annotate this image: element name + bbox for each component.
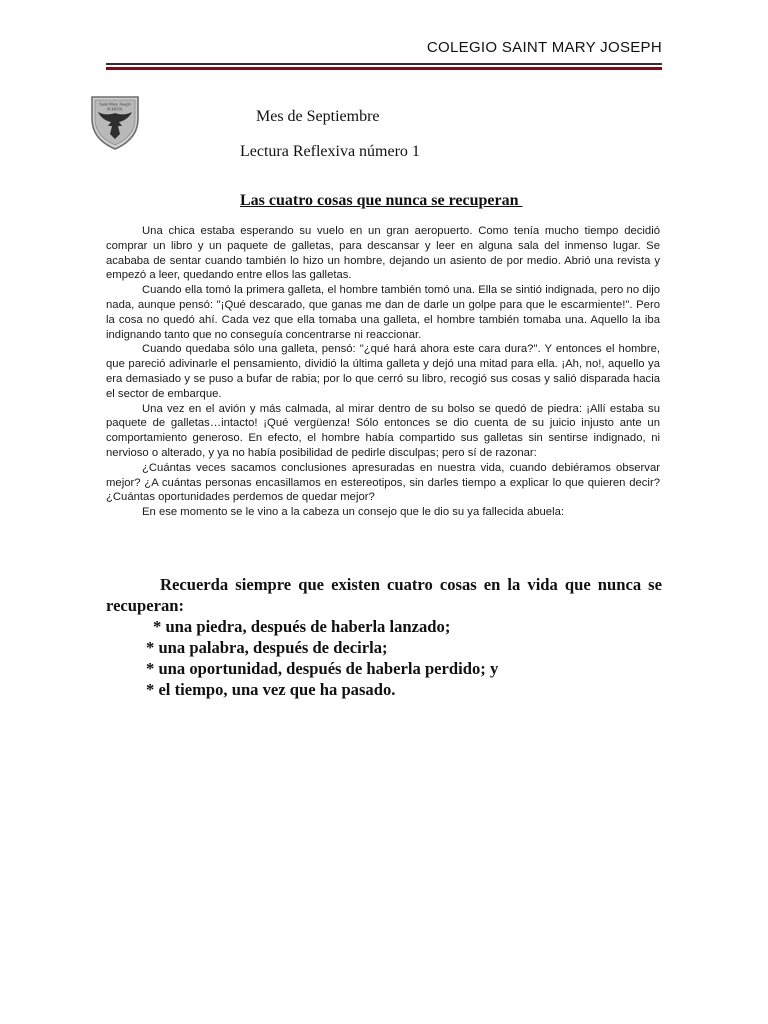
conclusion-list <box>106 616 662 700</box>
paragraph: En ese momento se le vino a la cabeza un consejo que le dio su ya fallecida abuela: <box>142 506 565 519</box>
paragraph: Una chica estaba esperando su vuelo en un gran aeropuerto. Como tenía mucho tiempo decidió comprar un libro y un paquete de galletas, para descansar y leer en alguna sala del inmenso lugar. Se acababa de sentar cuando también lo hizo un hombre, dejando un asiento de por medio. Abrió una revista y empezó a leer, quedando entre ellos las galletas. <box>106 225 660 282</box>
list-item: * una piedra, después de haberla lanzado; <box>153 617 451 636</box>
logo-motto: Saint Mary Joseph <box>99 101 131 107</box>
school-name: COLEGIO SAINT MARY JOSEPH <box>426 39 662 56</box>
story-body <box>106 224 660 520</box>
logo-school: SCHOOL <box>106 106 124 112</box>
paragraph: Cuando quedaba sólo una galleta, pensó: "¿qué hará ahora este cara dura?". Y entonces el hombre, que pareció adivinarle el pensamiento, dividió la última galleta y dejó una mitad para ella. ¡Ah, no!, aquello ya era demasiado y se puso a bufar de rabia; por lo que cerró su libro, recogió sus cosas y salió disparada hacia el sector de embarque. <box>106 343 660 400</box>
paragraph: Una vez en el avión y más calmada, al mirar dentro de su bolso se quedó de piedra: ¡Allí estaba su paquete de galletas…intacto! ¡Qué vergüenza! Sólo entonces se dio cuenta de su juicio injusto ante un comportamiento generoso. En efecto, el hombre había compartido sus galletas sin sentirse indignado, ni nervioso o alterado, y ya no había posibilidad de pedirle disculpas; pero sí de razonar: <box>106 402 660 459</box>
month-heading: Mes de Septiembre <box>256 108 380 125</box>
header-rule-red <box>106 67 662 70</box>
list-item: * el tiempo, una vez que ha pasado. <box>146 680 396 699</box>
reading-number-heading: Lectura Reflexiva número 1 <box>240 143 420 160</box>
eagle-shield-icon <box>88 93 142 151</box>
conclusion-block <box>106 574 662 700</box>
header-rule-dark <box>106 63 662 65</box>
conclusion-intro: Recuerda siempre que existen cuatro cosas en la vida que nunca se recuperan: <box>106 575 662 615</box>
list-item: * una palabra, después de decirla; <box>146 638 388 657</box>
story-title: Las cuatro cosas que nunca se recuperan <box>240 192 523 209</box>
paragraph: ¿Cuántas veces sacamos conclusiones apresuradas en nuestra vida, cuando debiéramos observar mejor? ¿A cuántas personas encasillamos en estereotipos, sin darles tiempo a explicar lo que quieren decir? ¿Cuántas oportunidades perdemos de quedar mejor? <box>106 461 660 504</box>
paragraph: Cuando ella tomó la primera galleta, el hombre también tomó una. Ella se sintió indignada, pero no dijo nada, aunque pensó: "¡Qué descarado, que ganas me dan de darle un golpe para que le escarmiente!". Pero la cosa no quedó ahí. Cada vez que ella tomaba una galleta, el hombre también tomaba una. Aquello la iba indignando tanto que no conseguía concentrarse ni reaccionar. <box>106 284 660 341</box>
list-item: * una oportunidad, después de haberla perdido; y <box>146 659 499 678</box>
